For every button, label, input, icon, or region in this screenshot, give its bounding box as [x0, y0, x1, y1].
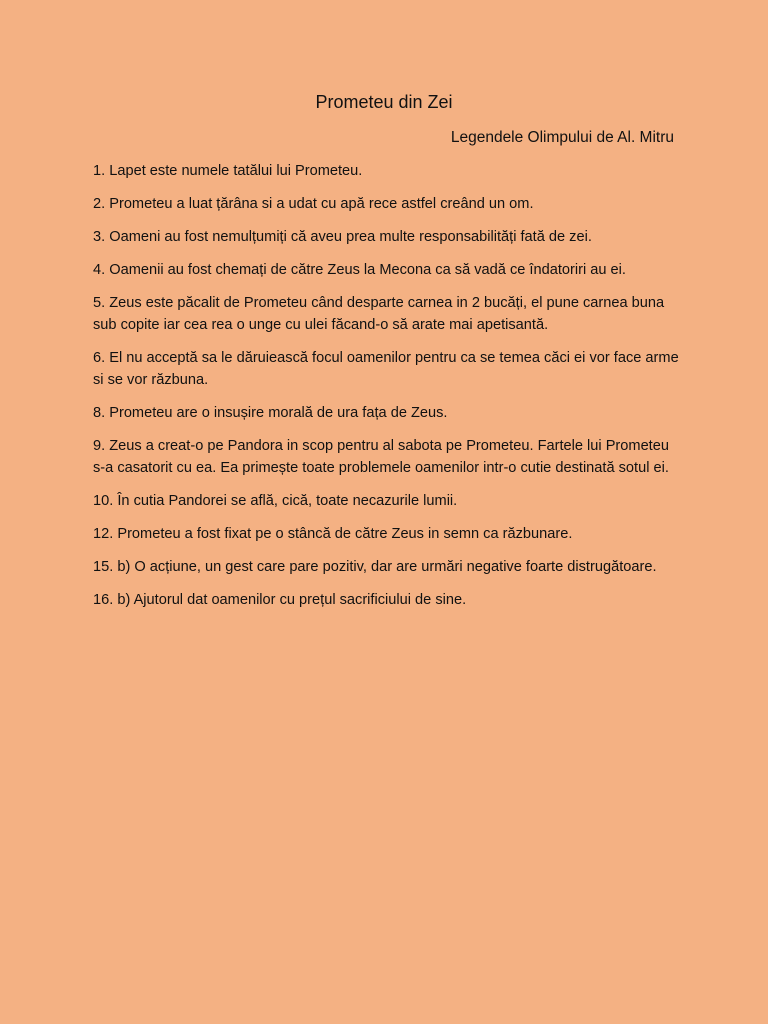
answer-item: 12. Prometeu a fost fixat pe o stâncă de către Zeus in semn ca răzbunare.	[93, 526, 573, 542]
answer-item: 15. b) O acțiune, un gest care pare pozitiv, dar are urmări negative foarte distrugătoare.	[93, 559, 657, 575]
document-title: Prometeu din Zei	[315, 92, 453, 112]
answer-item: 1. Lapet este numele tatălui lui Prometeu.	[93, 163, 363, 179]
answer-item: 5. Zeus este păcalit de Prometeu când desparte carnea in 2 bucăți, el pune carnea buna sub copite iar cea rea o unge cu ulei făcand-o să arate mai apetisantă.	[93, 295, 665, 333]
answer-item: 8. Prometeu are o insușire morală de ura fața de Zeus.	[93, 405, 448, 421]
answer-item: 16. b) Ajutorul dat oamenilor cu prețul sacrificiului de sine.	[93, 592, 467, 608]
document-subtitle: Legendele Olimpului de Al. Mitru	[450, 129, 674, 146]
answer-item: 9. Zeus a creat-o pe Pandora in scop pentru al sabota pe Prometeu. Fartele lui Prometeu s-a casatorit cu ea. Ea primește toate problemele oamenilor intr-o cutie destinată sotul ei.	[93, 438, 669, 476]
answer-item: 2. Prometeu a luat țărâna si a udat cu apă rece astfel creând un om.	[93, 196, 534, 212]
answer-item: 10. În cutia Pandorei se află, cică, toate necazurile lumii.	[93, 493, 458, 509]
answer-list	[93, 160, 683, 622]
answer-item: 3. Oameni au fost nemulțumiți că aveu prea multe responsabilități fată de zei.	[93, 229, 592, 245]
answer-item: 6. El nu acceptă sa le dăruiească focul oamenilor pentru ca se temea căci ei vor face arme si se vor răzbuna.	[93, 350, 679, 388]
answer-item: 4. Oamenii au fost chemați de către Zeus la Mecona ca să vadă ce îndatoriri au ei.	[93, 262, 626, 278]
